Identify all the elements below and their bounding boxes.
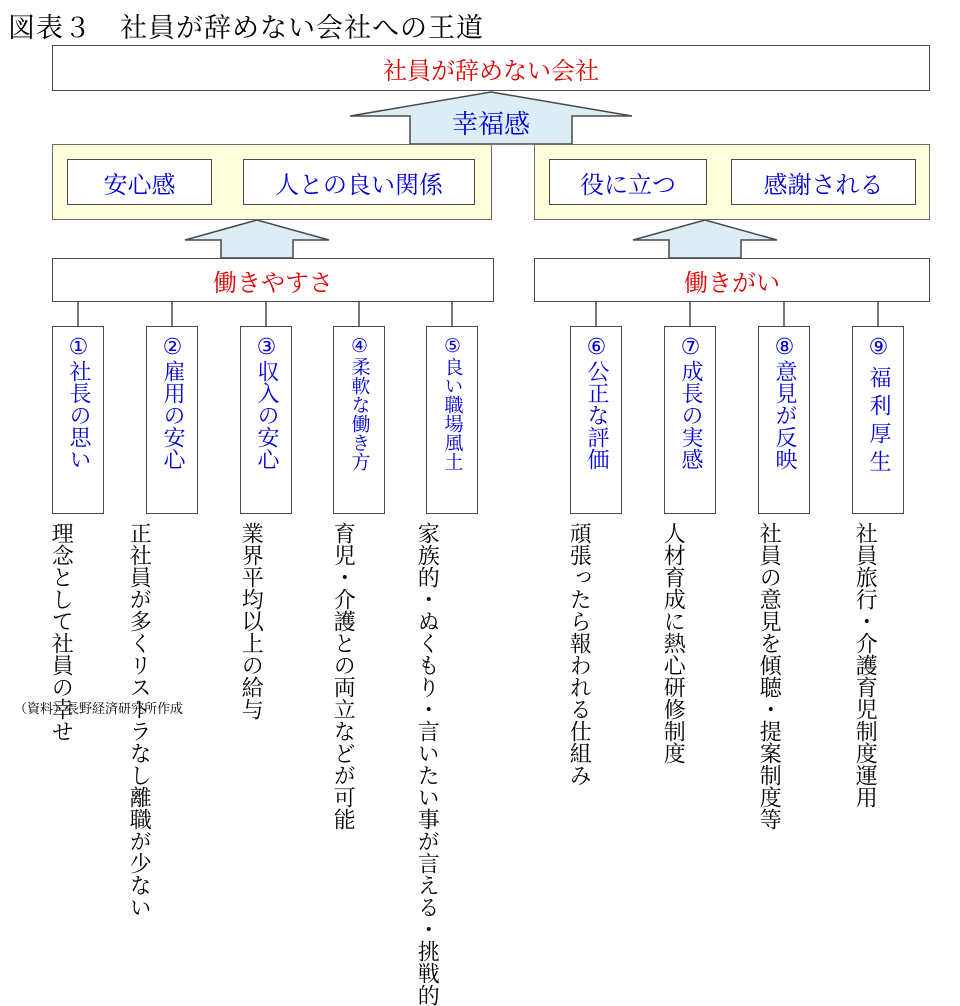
feeling-useful: 役に立つ [549, 159, 707, 205]
source-note: （資料）長野経済研究所作成 [14, 702, 184, 717]
factor-box-9: ⑨福利厚生 [852, 326, 904, 514]
ease-connectors [78, 302, 452, 326]
factor-desc-8: 社員の意見を傾聴・提案制度等 [756, 522, 782, 830]
page-title: 図表３ 社員が辞めない会社への王道 [8, 13, 484, 44]
worth-box: 働きがい [534, 258, 930, 302]
factor-desc-1: 理念として社員の幸せ [48, 522, 74, 742]
factor-desc-4: 育児・介護との両立などが可能 [330, 522, 356, 830]
ease-box: 働きやすさ [52, 258, 494, 302]
factor-desc-5: 家族的・ぬくもり・言いたい事が言える・挑戦的 [414, 522, 440, 1006]
factor-desc-7: 人材育成に熱心研修制度 [660, 522, 686, 764]
factor-box-6: ⑥公正な評価 [570, 326, 622, 514]
factor-desc-3: 業界平均以上の給与 [238, 522, 264, 720]
worth-connectors [596, 302, 878, 326]
factor-box-2: ②雇用の安心 [146, 326, 198, 514]
feeling-appreciated: 感謝される [731, 159, 916, 205]
left-up-arrow [185, 220, 329, 258]
factor-box-1: ①社長の思い [52, 326, 104, 514]
factor-desc-9: 社員旅行・介護育児制度運用 [852, 522, 878, 808]
factor-box-7: ⑦成長の実感 [664, 326, 716, 514]
goal-box: 社員が辞めない会社 [52, 45, 930, 91]
factor-desc-2: 正社員が多くリストラなし離職が少ない [126, 522, 152, 918]
factor-desc-6: 頑張ったら報われる仕組み [566, 522, 592, 786]
right-up-arrow [633, 220, 777, 258]
factor-box-5: ⑤良い職場風土 [426, 326, 478, 514]
feeling-good-relations: 人との良い関係 [243, 159, 475, 205]
factor-box-8: ⑧意見が反映 [758, 326, 810, 514]
feeling-security: 安心感 [67, 159, 212, 205]
happiness-label: 幸福感 [451, 110, 530, 140]
factor-box-3: ③収入の安心 [240, 326, 292, 514]
factor-box-4: ④柔軟な働き方 [333, 326, 385, 514]
